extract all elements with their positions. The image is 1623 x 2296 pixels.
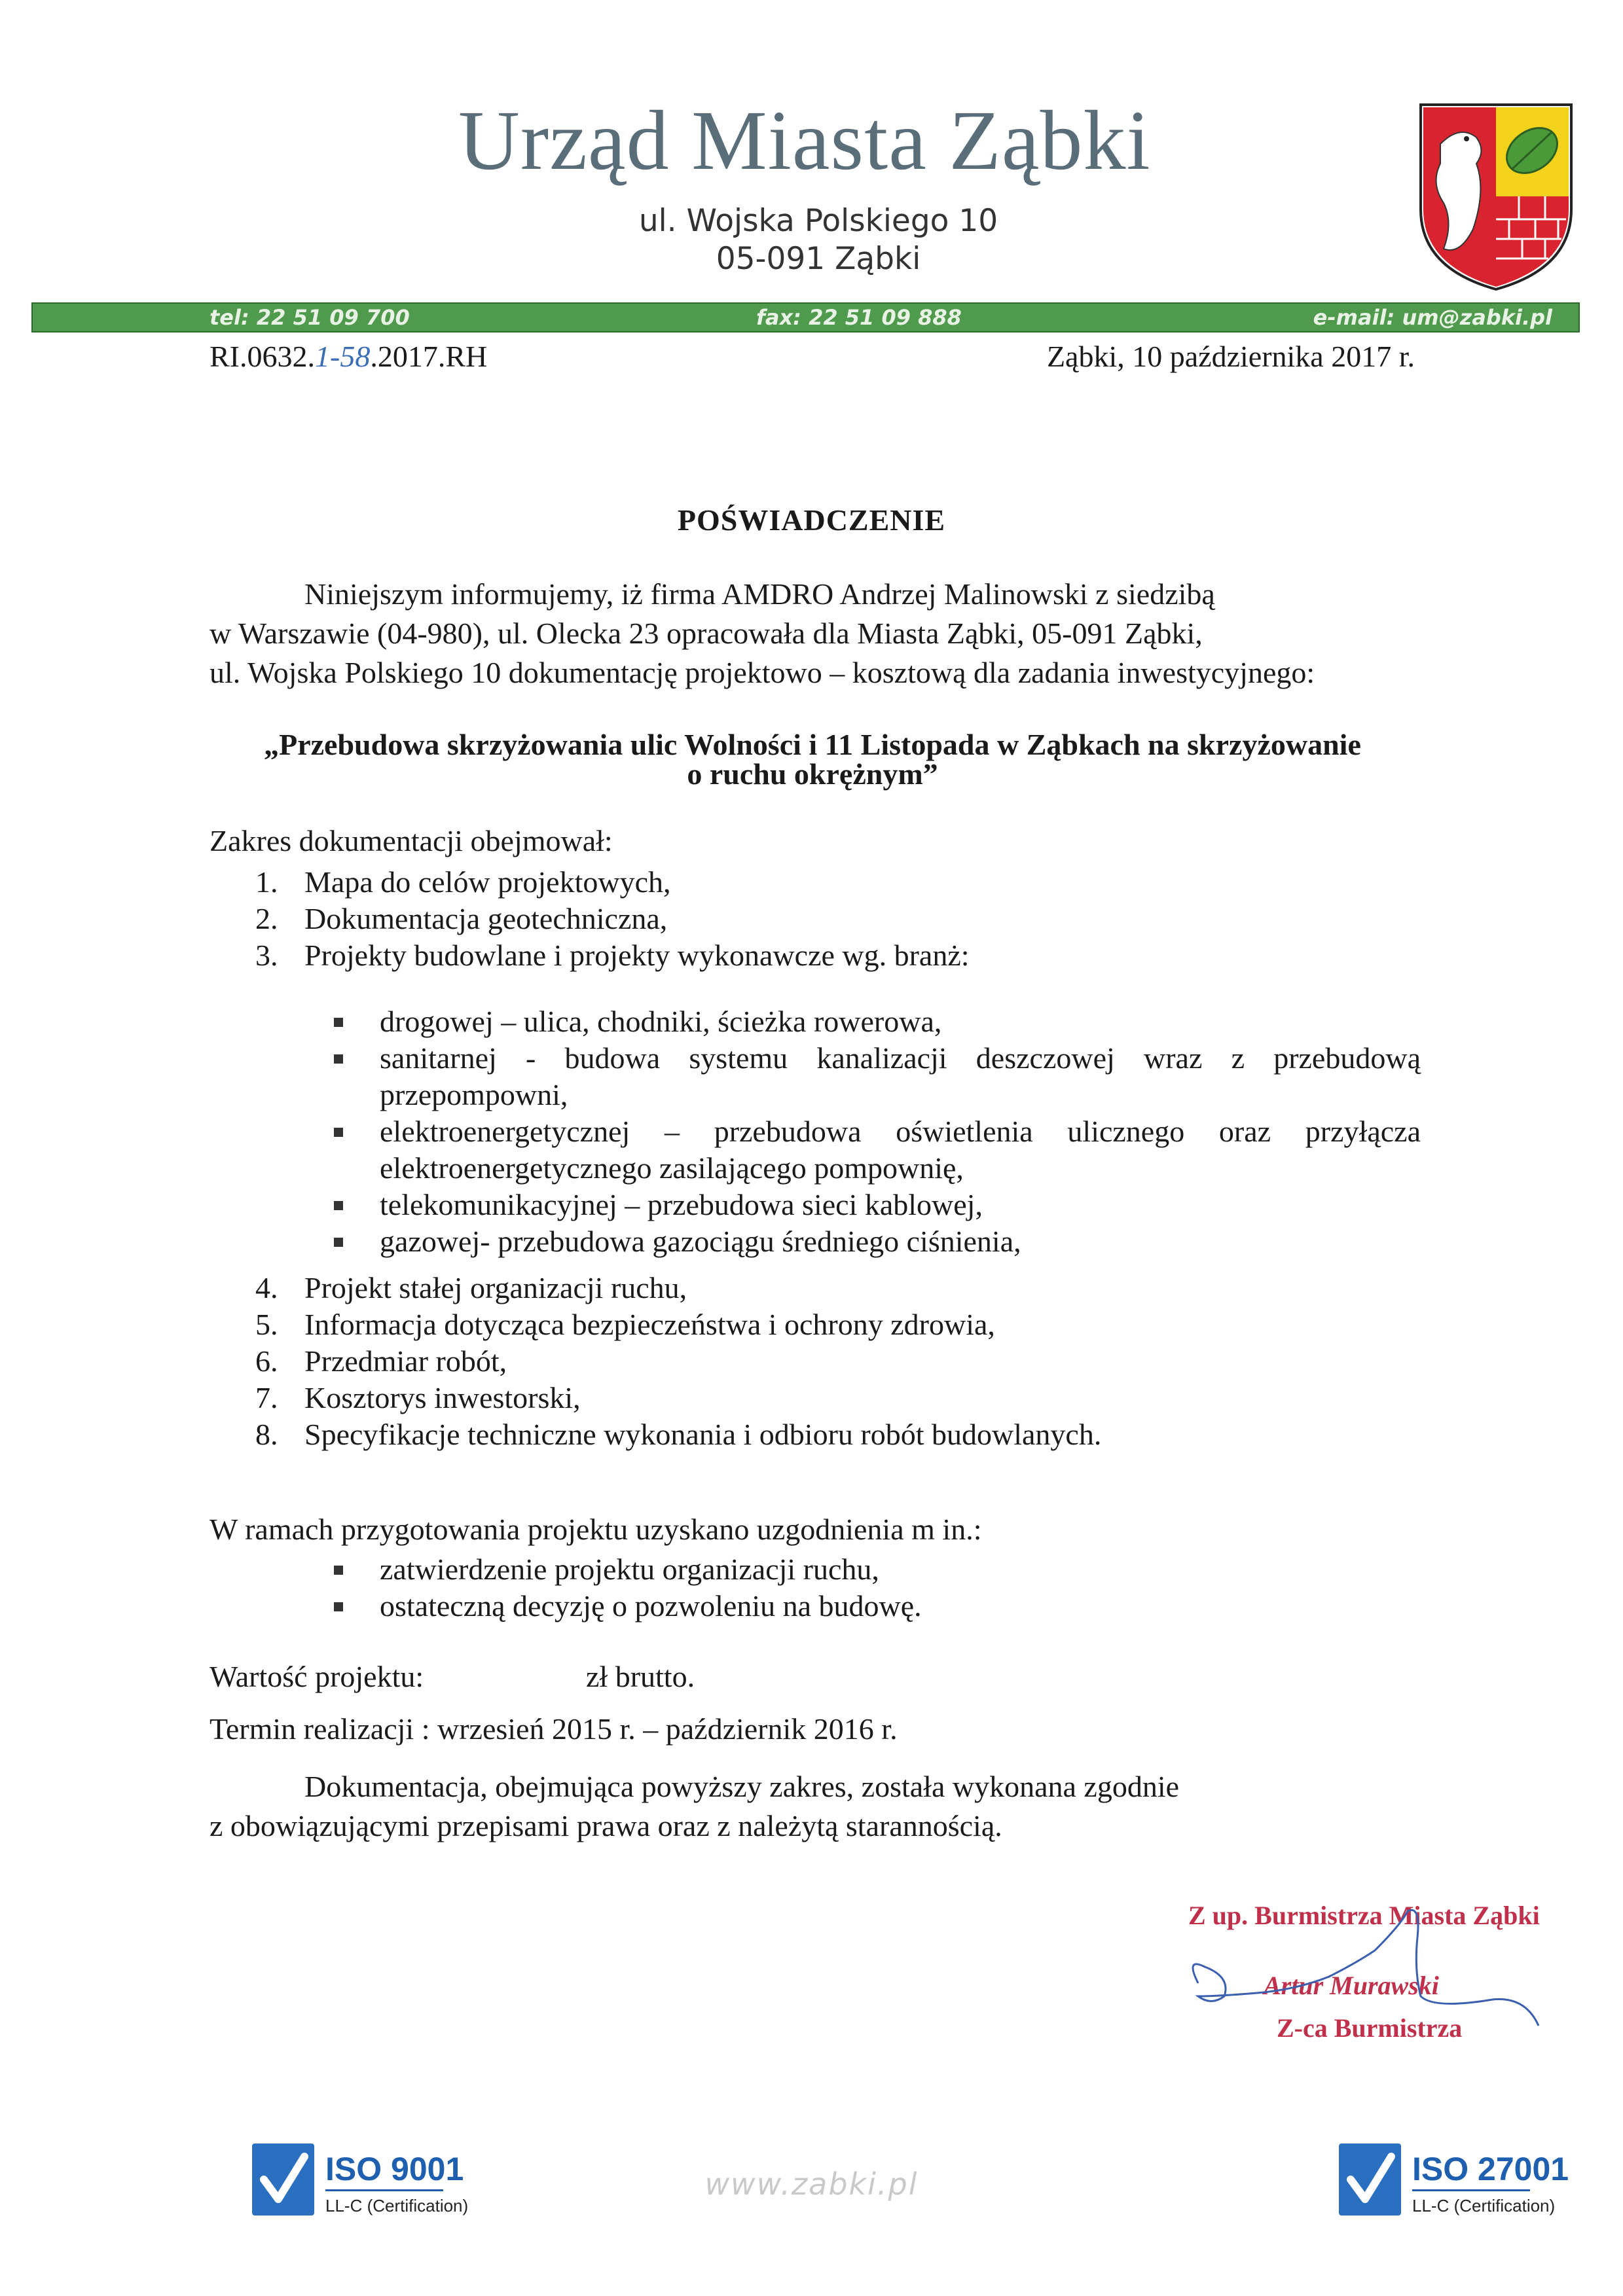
scope-list-a — [255, 864, 970, 974]
closing-line: z obowiązującymi przepisami prawa oraz z należytą starannością. — [210, 1809, 1002, 1842]
iso-title: ISO 9001 — [325, 2151, 464, 2187]
contact-bar — [31, 302, 1580, 332]
value-unit: zł brutto. — [586, 1660, 695, 1693]
list-item: elektroenergetycznej – przebudowa oświetlenia ulicznego oraz przyłącza elektroenergetycznego zasilającego pompownię, — [334, 1113, 1421, 1187]
office-name: Urząd Miasta Ząbki — [458, 94, 1151, 188]
signature-icon — [1185, 1898, 1552, 2055]
address-street: ul. Wojska Polskiego 10 — [638, 203, 998, 239]
reference-prefix: RI.0632. — [210, 340, 315, 373]
iso-27001-badge — [1339, 2137, 1623, 2248]
bullet-icon — [334, 1238, 343, 1247]
document-date: Ząbki, 10 października 2017 r. — [1046, 340, 1415, 373]
realization-term: Termin realizacji : wrzesień 2015 r. – październik 2016 r. — [210, 1712, 898, 1746]
intro-paragraph — [210, 575, 1415, 692]
list-item: ostateczną decyzję o pozwoleniu na budowę. — [334, 1588, 1421, 1624]
scope-list-b — [255, 1270, 1101, 1453]
project-value — [210, 1659, 695, 1694]
approvals-list — [334, 1551, 1421, 1624]
list-item: 4. Projekt stałej organizacji ruchu, — [255, 1271, 687, 1304]
zabki-coat-of-arms-icon — [1414, 98, 1578, 295]
bullet-icon — [334, 1602, 343, 1611]
intro-line: Niniejszym informujemy, iż firma AMDRO Andrzej Malinowski z siedzibą — [304, 577, 1215, 611]
closing-line: Dokumentacja, obejmująca powyższy zakres, została wykonana zgodnie — [304, 1770, 1180, 1803]
iso-title: ISO 27001 — [1412, 2151, 1569, 2187]
website-link[interactable]: www.zabki.pl — [704, 2166, 919, 2202]
bullet-icon — [334, 1201, 343, 1210]
intro-line: ul. Wojska Polskiego 10 dokumentację projektowo – kosztową dla zadania inwestycyjnego: — [210, 656, 1315, 689]
stamp-authority: Z up. Burmistrza Miasta Ząbki — [1188, 1901, 1540, 1930]
list-item: 3. Projekty budowlane i projekty wykonawcze wg. branż: — [255, 939, 970, 972]
bullet-icon — [334, 1018, 343, 1027]
document-title: POŚWIADCZENIE — [677, 503, 946, 537]
reference-suffix: .2017.RH — [370, 340, 488, 373]
project-title-line: „Przebudowa skrzyżowania ulic Wolności i 11 Listopada w Ząbkach na skrzyżowanie — [264, 728, 1361, 761]
list-item: 8. Specyfikacje techniczne wykonania i odbioru robót budowlanych. — [255, 1418, 1102, 1451]
stamp-signatory: Artur Murawski — [1264, 1971, 1439, 2000]
list-item: zatwierdzenie projektu organizacji ruchu, — [334, 1551, 1421, 1588]
intro-line: w Warszawie (04-980), ul. Olecka 23 opracowała dla Miasta Ząbki, 05-091 Ząbki, — [210, 617, 1203, 650]
closing-paragraph — [210, 1767, 1415, 1846]
value-label: Wartość projektu: — [210, 1660, 424, 1693]
contact-phone: tel: 22 51 09 700 — [210, 305, 410, 330]
address-city: 05-091 Ząbki — [716, 241, 921, 277]
bullet-icon — [334, 1566, 343, 1575]
list-item: 2. Dokumentacja geotechniczna, — [255, 902, 668, 935]
iso-subtitle: LL-C (Certification) — [325, 2196, 469, 2215]
scope-heading: Zakres dokumentacji obejmował: — [210, 824, 613, 857]
contact-fax: fax: 22 51 09 888 — [756, 305, 962, 330]
reference-number — [210, 339, 487, 374]
contact-email[interactable]: e-mail: um@zabki.pl — [1313, 305, 1552, 330]
list-item: 1. Mapa do celów projektowych, — [255, 865, 671, 899]
list-item: 5. Informacja dotycząca bezpieczeństwa i ochrony zdrowia, — [255, 1308, 995, 1341]
reference-handwritten: 1-58 — [315, 340, 371, 373]
project-title: „Przebudowa skrzyżowania ulic Wolności i 11 Listopada w Ząbkach na skrzyżowanie o ruchu okrężnym” — [210, 706, 1415, 774]
list-item: drogowej – ulica, chodniki, ścieżka rowerowa, — [334, 1003, 1421, 1040]
approvals-heading: W ramach przygotowania projektu uzyskano uzgodnienia m in.: — [210, 1513, 982, 1546]
checkmark-icon — [1339, 2144, 1401, 2215]
list-item: 6. Przedmiar robót, — [255, 1344, 507, 1378]
iso-subtitle: LL-C (Certification) — [1412, 2196, 1556, 2215]
divider — [1412, 2189, 1530, 2191]
bullet-icon — [334, 1128, 343, 1137]
list-item: sanitarnej - budowa systemu kanalizacji deszczowej wraz z przebudową przepompowni, — [334, 1040, 1421, 1113]
bullet-icon — [334, 1054, 343, 1064]
branch-list — [334, 1003, 1421, 1260]
list-item: 7. Kosztorys inwestorski, — [255, 1381, 581, 1414]
stamp-position: Z-ca Burmistrza — [1277, 2013, 1463, 2043]
list-item: telekomunikacyjnej – przebudowa sieci kablowej, — [334, 1187, 1421, 1223]
list-item: gazowej- przebudowa gazociągu średniego ciśnienia, — [334, 1223, 1421, 1260]
